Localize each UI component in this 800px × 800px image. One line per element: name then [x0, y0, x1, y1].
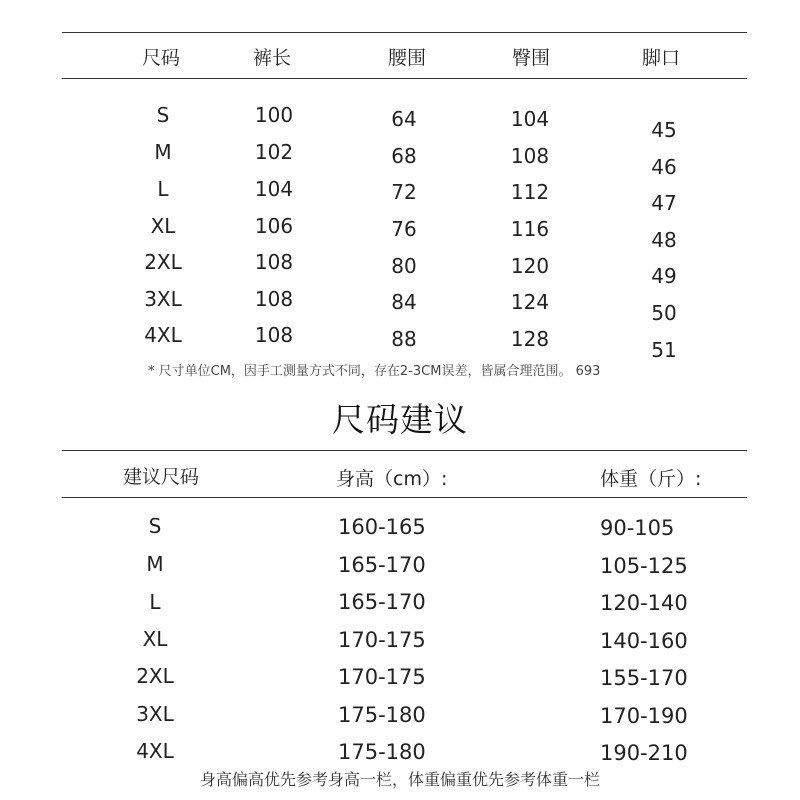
recommend-size-cell: L	[149, 590, 161, 614]
header-size: 尺码	[142, 47, 181, 69]
recommend-title: 尺码建议	[332, 400, 468, 439]
weight-cell: 105-125	[600, 554, 688, 578]
weight-cell: 120-140	[600, 591, 688, 615]
header-leg-opening: 脚口	[642, 47, 681, 69]
length-cell: 104	[254, 177, 294, 201]
header-waist: 腰围	[388, 47, 427, 69]
size-cell: M	[154, 140, 172, 164]
size-cell: 3XL	[144, 287, 182, 311]
weight-cell: 190-210	[600, 741, 688, 765]
length-cell: 100	[254, 103, 294, 127]
header-recommend-size: 建议尺码	[123, 466, 200, 488]
weight-cell: 155-170	[600, 666, 688, 690]
measurement-note: * 尺寸单位CM，因手工测量方式不同，存在2-3CM误差，皆属合理范围。 693	[148, 364, 601, 379]
waist-cell: 76	[391, 217, 417, 241]
length-cell: 102	[254, 140, 294, 164]
leg-opening-cell: 45	[651, 118, 677, 142]
hip-cell: 112	[510, 180, 550, 204]
waist-cell: 88	[391, 327, 417, 351]
hip-cell: 108	[510, 144, 550, 168]
height-cell: 165-170	[338, 590, 426, 614]
hip-cell: 128	[510, 327, 550, 351]
hip-cell: 104	[510, 107, 550, 131]
waist-cell: 80	[391, 254, 417, 278]
waist-cell: 68	[391, 144, 417, 168]
length-cell: 108	[254, 323, 294, 347]
recommend-size-cell: XL	[142, 627, 168, 651]
height-cell: 170-175	[338, 628, 426, 652]
size-cell: 2XL	[144, 250, 182, 274]
leg-opening-cell: 46	[651, 155, 677, 179]
leg-opening-cell: 51	[651, 338, 677, 362]
leg-opening-cell: 49	[651, 264, 677, 288]
recommend-header-rule	[62, 497, 747, 498]
length-cell: 108	[254, 287, 294, 311]
waist-cell: 64	[391, 107, 417, 131]
size-cell: XL	[150, 214, 176, 238]
hip-cell: 116	[510, 217, 550, 241]
leg-opening-cell: 50	[651, 301, 677, 325]
header-weight: 体重（斤）:	[600, 468, 702, 490]
hip-cell: 124	[510, 290, 550, 314]
recommend-size-cell: 4XL	[136, 739, 174, 763]
size-cell: 4XL	[144, 323, 182, 347]
table-header-rule	[62, 78, 747, 79]
length-cell: 106	[254, 214, 294, 238]
recommend-size-cell: 3XL	[136, 702, 174, 726]
recommend-top-rule	[62, 450, 747, 451]
height-cell: 175-180	[338, 740, 426, 764]
recommend-size-cell: S	[148, 514, 162, 538]
height-cell: 170-175	[338, 665, 426, 689]
height-cell: 165-170	[338, 553, 426, 577]
header-hip: 臀围	[512, 47, 551, 69]
recommend-size-cell: M	[146, 552, 164, 576]
recommend-size-cell: 2XL	[136, 664, 174, 688]
leg-opening-cell: 47	[651, 191, 677, 215]
height-cell: 175-180	[338, 703, 426, 727]
waist-cell: 84	[391, 290, 417, 314]
weight-cell: 170-190	[600, 704, 688, 728]
length-cell: 108	[254, 250, 294, 274]
height-cell: 160-165	[338, 515, 426, 539]
leg-opening-cell: 48	[651, 228, 677, 252]
table-top-rule	[62, 32, 747, 33]
footer-note: 身高偏高优先参考身高一栏，体重偏重优先参考体重一栏	[199, 770, 601, 789]
size-cell: L	[157, 177, 169, 201]
waist-cell: 72	[391, 180, 417, 204]
header-length: 裤长	[253, 47, 292, 69]
header-height: 身高（cm）:	[336, 468, 448, 490]
hip-cell: 120	[510, 254, 550, 278]
weight-cell: 90-105	[600, 516, 675, 540]
size-cell: S	[156, 103, 170, 127]
weight-cell: 140-160	[600, 629, 688, 653]
